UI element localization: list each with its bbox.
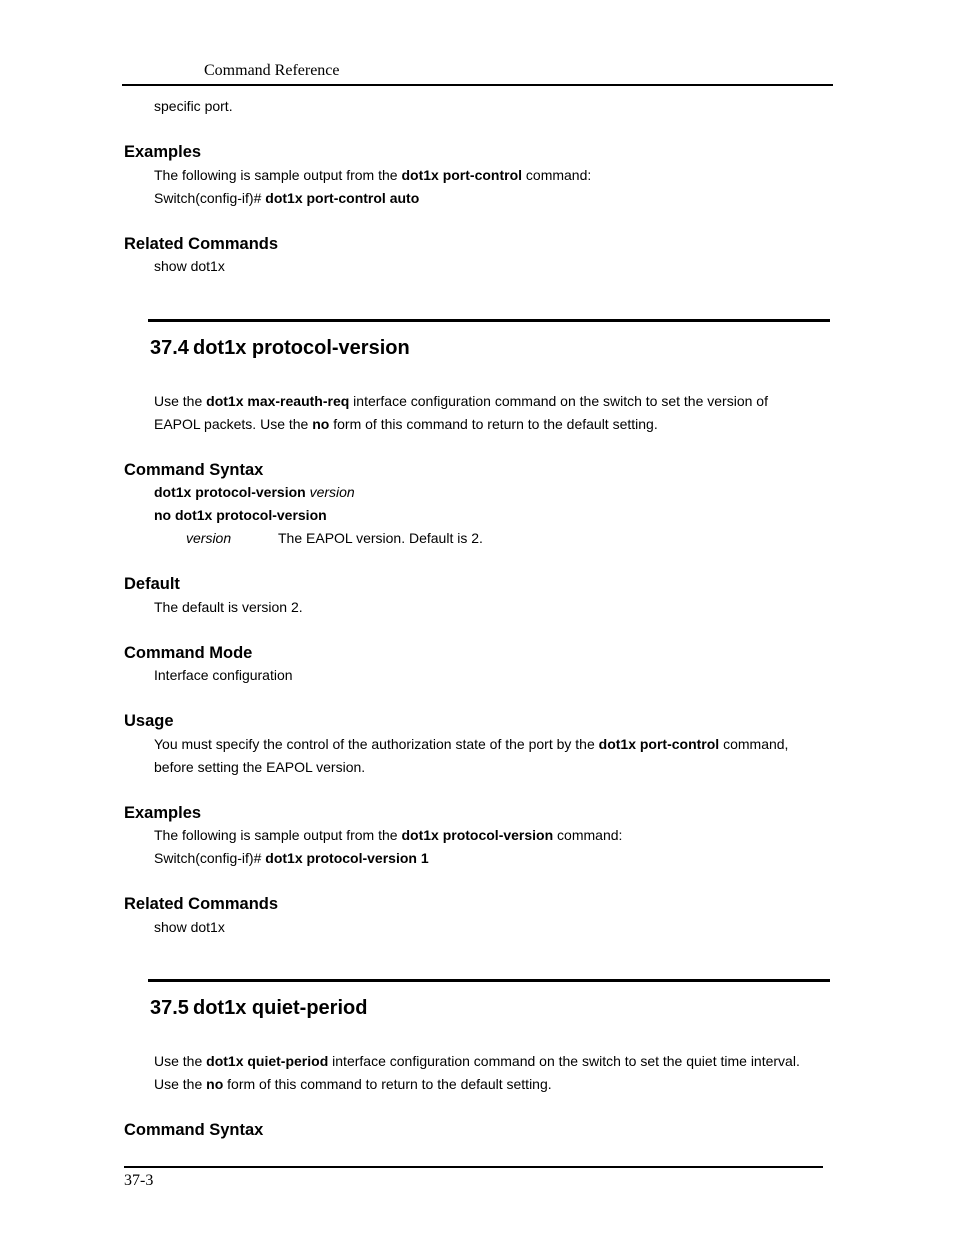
usage-line-1: You must specify the control of the authorization state of the port by the dot1x port-control command, <box>154 736 789 752</box>
section-number: 37.5 <box>150 997 189 1019</box>
example-command: dot1x port-control auto <box>265 190 420 206</box>
param-description: The EAPOL version. Default is 2. <box>278 530 483 546</box>
param-name: version <box>186 530 232 546</box>
continuation-text: specific port. <box>154 98 233 114</box>
intro-line-1: Use the dot1x quiet-period interface configuration command on the switch to set the quiet time interval. <box>154 1053 800 1069</box>
page-number: 37-3 <box>124 1172 154 1189</box>
default-heading: Default <box>124 575 180 593</box>
example-command-line: Switch(config-if)# dot1x protocol-version 1 <box>154 850 429 866</box>
related-commands-heading: Related Commands <box>124 895 279 913</box>
command-mode-text: Interface configuration <box>154 667 293 683</box>
footer-rule <box>124 1166 823 1168</box>
syntax-line-2: no dot1x protocol-version <box>154 507 327 523</box>
related-commands-heading: Related Commands <box>124 235 279 253</box>
command-syntax-heading: Command Syntax <box>124 461 264 479</box>
examples-description: The following is sample output from the dot1x port-control command: <box>154 167 592 183</box>
usage-line-2: before setting the EAPOL version. <box>154 759 366 775</box>
section-number: 37.4 <box>150 337 189 359</box>
section-heading-37-5 <box>150 996 367 1020</box>
command-syntax-heading: Command Syntax <box>124 1121 264 1139</box>
usage-heading: Usage <box>124 712 174 730</box>
example-command-line: Switch(config-if)# dot1x port-control auto <box>154 190 420 206</box>
section-heading-37-4 <box>150 336 410 360</box>
examples-description: The following is sample output from the dot1x protocol-version command: <box>154 827 623 843</box>
command-name: dot1x port-control <box>401 167 523 183</box>
intro-line-1: Use the dot1x max-reauth-req interface configuration command on the switch to set the version of <box>154 393 768 409</box>
related-commands-text: show dot1x <box>154 258 225 274</box>
examples-heading: Examples <box>124 143 202 161</box>
intro-line-2: Use the no form of this command to return to the default setting. <box>154 1076 552 1092</box>
syntax-line-1: dot1x protocol-version version <box>154 484 355 500</box>
section-rule-37-4 <box>148 319 830 322</box>
running-header-title: Command Reference <box>204 62 340 79</box>
section-title: dot1x protocol-version <box>193 337 410 359</box>
related-commands-text: show dot1x <box>154 919 225 935</box>
command-mode-heading: Command Mode <box>124 644 253 662</box>
intro-line-2: EAPOL packets. Use the no form of this command to return to the default setting. <box>154 416 658 432</box>
header-rule <box>122 84 833 86</box>
default-text: The default is version 2. <box>154 599 303 615</box>
section-title: dot1x quiet-period <box>193 997 368 1019</box>
examples-heading: Examples <box>124 804 202 822</box>
section-rule-37-5 <box>148 979 830 982</box>
